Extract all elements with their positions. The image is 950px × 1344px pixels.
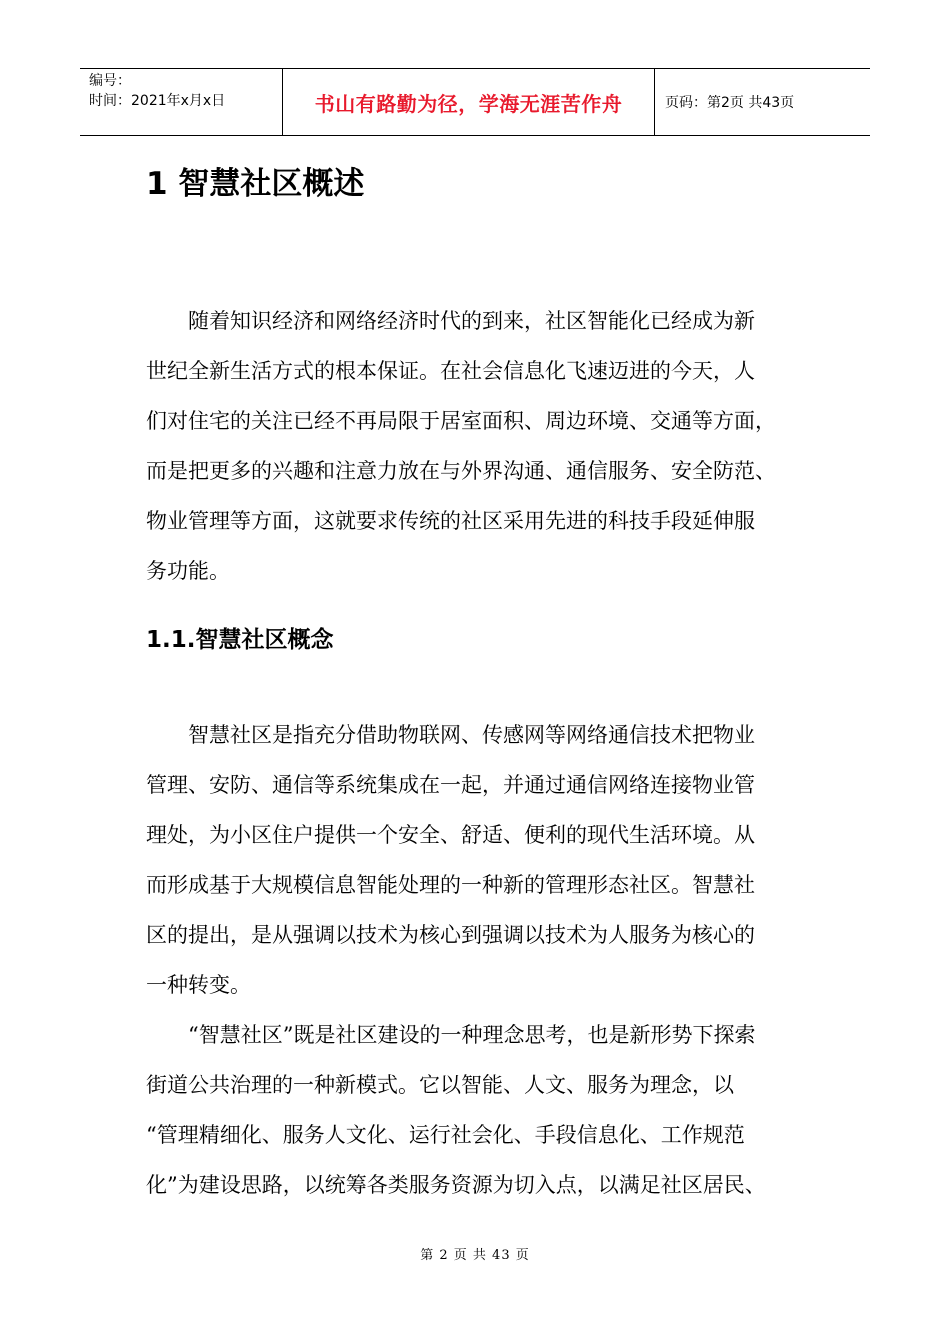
text-line: 区的提出，是从强调以技术为核心到强调以技术为人服务为核心的 xyxy=(146,923,755,947)
subsection-title: 1.1.智慧社区概念 xyxy=(146,627,334,653)
text-line: 物业管理等方面，这就要求传统的社区采用先进的科技手段延伸服 xyxy=(146,509,755,533)
intro-paragraph xyxy=(146,296,814,596)
page-header xyxy=(80,68,870,136)
section-title: 1 智慧社区概述 xyxy=(146,166,365,202)
header-meta xyxy=(80,69,282,135)
text-line: 而是把更多的兴趣和注意力放在与外界沟通、通信服务、安全防范、 xyxy=(146,459,776,483)
text-line: 世纪全新生活方式的根本保证。在社会信息化飞速迈进的今天，人 xyxy=(146,359,755,383)
text-line: 一种转变。 xyxy=(146,973,251,997)
text-line: 随着知识经济和网络经济时代的到来，社区智能化已经成为新 xyxy=(146,309,755,333)
text-line: “管理精细化、服务人文化、运行社会化、手段信息化、工作规范 xyxy=(146,1123,745,1147)
text-line: 管理、安防、通信等系统集成在一起，并通过通信网络连接物业管 xyxy=(146,773,755,797)
header-page-info: 页码：第2页 共43页 xyxy=(665,95,795,111)
text-line: “智慧社区”既是社区建设的一种理念思考，也是新形势下探索 xyxy=(146,1023,756,1047)
text-line: 务功能。 xyxy=(146,559,230,583)
text-line: 化”为建设思路，以统筹各类服务资源为切入点，以满足社区居民、 xyxy=(146,1173,766,1197)
text-line: 街道公共治理的一种新模式。它以智能、人文、服务为理念，以 xyxy=(146,1073,734,1097)
text-line: 们对住宅的关注已经不再局限于居室面积、周边环境、交通等方面， xyxy=(146,409,776,433)
header-motto: 书山有路勤为径，学海无涯苦作舟 xyxy=(282,69,655,135)
number-label: 编号： xyxy=(89,73,131,89)
text-line: 智慧社区是指充分借助物联网、传感网等网络通信技术把物业 xyxy=(146,723,755,747)
text-line: 而形成基于大规模信息智能处理的一种新的管理形态社区。智慧社 xyxy=(146,873,755,897)
page-footer: 第 2 页 共 43 页 xyxy=(420,1248,530,1263)
time-label: 时间：2021年x月x日 xyxy=(89,93,226,109)
concept-paragraph xyxy=(146,710,814,1210)
text-line: 理处，为小区住户提供一个安全、舒适、便利的现代生活环境。从 xyxy=(146,823,755,847)
